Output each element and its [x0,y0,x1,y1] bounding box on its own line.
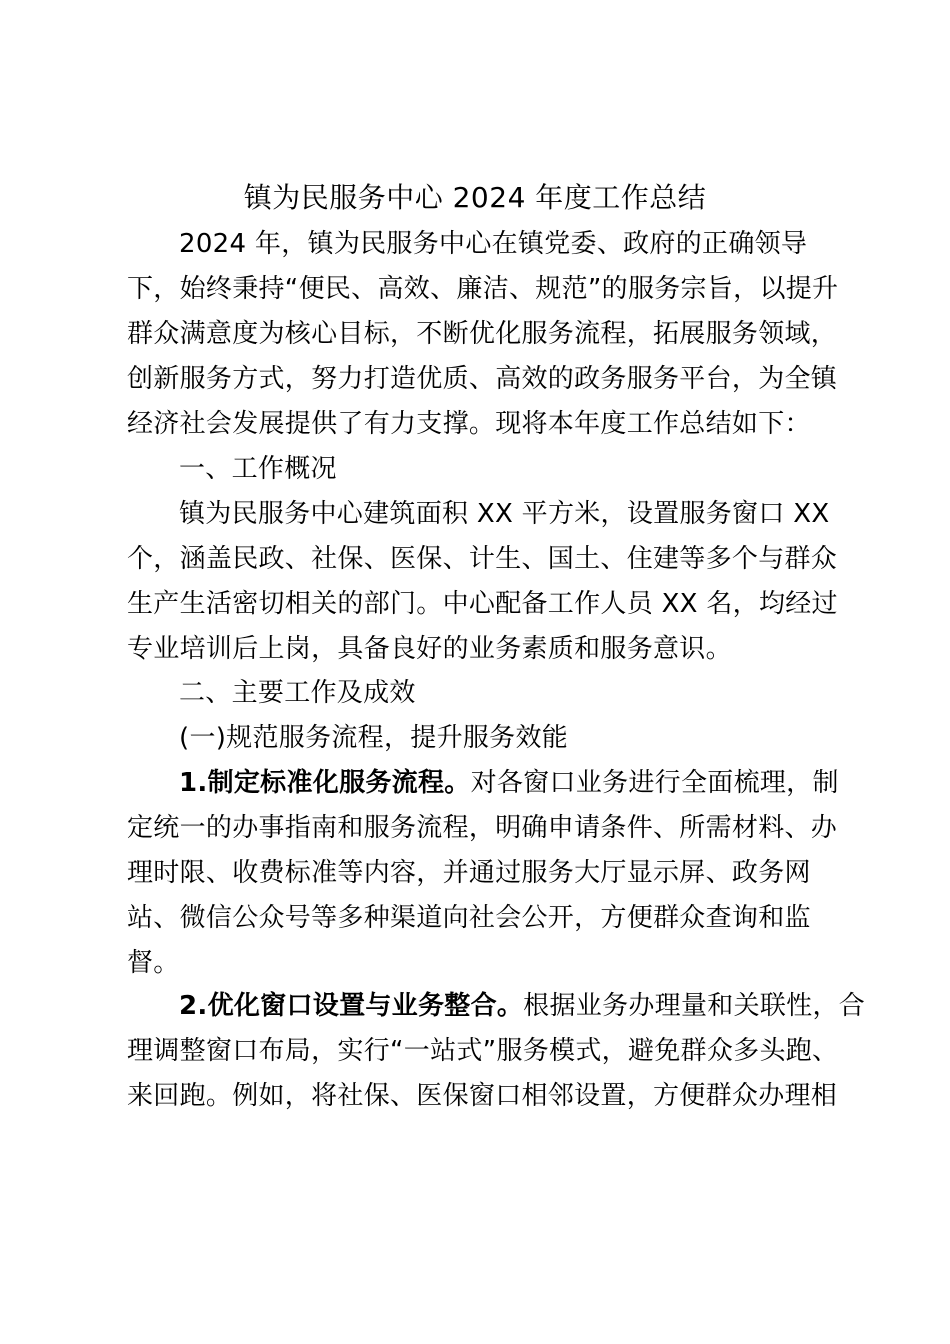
item2-lead: 2.优化窗口设置与业务整合。 [179,991,524,1021]
section1-line: 专业培训后上岗，具备良好的业务素质和服务意识。 [127,634,732,664]
item1-first-rest: 对各窗口业务进行全面梳理，制 [470,768,839,798]
item2-first-line [127,984,866,1029]
item2-paragraph [127,984,866,1119]
item2-line: 理调整窗口布局，实行“一站式”服务模式，避免群众多头跑、 [127,1036,839,1066]
item1-line: 理时限、收费标准等内容，并通过服务大厅显示屏、政务网 [127,858,811,888]
subsection1-heading: (一)规范服务流程，提升服务效能 [179,723,569,753]
item1-line: 督。 [127,948,180,978]
section-heading [127,447,843,492]
section-heading [127,671,843,716]
intro-line: 群众满意度为核心目标，不断优化服务流程，拓展服务领域， [127,319,838,349]
section2-heading: 二、主要工作及成效 [179,678,416,708]
section1-line: 生产生活密切相关的部门。中心配备工作人员 XX 名，均经过 [127,589,838,619]
section1-paragraph [127,492,843,672]
intro-line: 经济社会发展提供了有力支撑。现将本年度工作总结如下： [127,409,811,439]
item2-line: 来回跑。例如，将社保、医保窗口相邻设置，方便群众办理相 [127,1081,838,1111]
item1-first-line [127,761,843,806]
item1-lead: 1.制定标准化服务流程。 [179,768,471,798]
intro-line: 2024 年，镇为民服务中心在镇党委、政府的正确领导 [179,229,808,259]
section1-heading: 一、工作概况 [179,454,337,484]
item1-line: 站、微信公众号等多种渠道向社会公开，方便群众查询和监 [127,903,811,933]
section1-line: 个，涵盖民政、社保、医保、计生、国土、住建等多个与群众 [127,544,838,574]
item1-line: 定统一的办事指南和服务流程，明确申请条件、所需材料、办 [127,813,838,843]
document-title: 镇为民服务中心 2024 年度工作总结 [243,181,707,214]
item2-first-rest: 根据业务办理量和关联性，合 [523,991,866,1021]
subsection-heading [127,716,843,761]
section1-line: 镇为民服务中心建筑面积 XX 平方米，设置服务窗口 XX [179,499,830,529]
intro-paragraph [127,222,843,447]
item1-paragraph [127,761,843,986]
intro-line: 创新服务方式，努力打造优质、高效的政务服务平台，为全镇 [127,364,838,394]
intro-line: 下，始终秉持“便民、高效、廉洁、规范”的服务宗旨，以提升 [127,274,839,304]
